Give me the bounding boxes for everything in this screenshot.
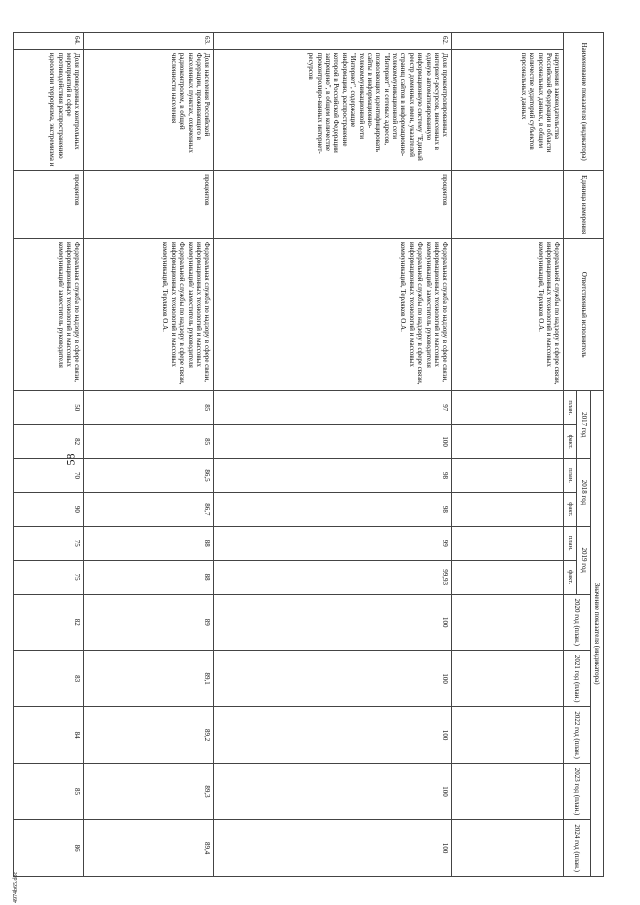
header-fact-2017: факт. [564, 425, 577, 459]
header-2022: 2022 год (план.) [564, 707, 590, 763]
cell-2017-plan [452, 391, 564, 425]
cell-2018-plan: 86,5 [84, 459, 214, 493]
cell-2018-plan: 98 [214, 459, 452, 493]
cell-2023: 85 [14, 763, 84, 819]
cell-2023 [452, 763, 564, 819]
table-row [84, 33, 214, 877]
table-row [452, 33, 564, 877]
cell-2020: 82 [14, 594, 84, 650]
cell-2018-fact: 90 [14, 492, 84, 526]
row-name: Доля населения Российской Федерации, проживающего в населенных пунктах, охваченных радиоконтролем, в общей численности населения [84, 49, 214, 170]
cell-2018-plan: 70 [14, 459, 84, 493]
row-number [452, 33, 564, 50]
header-2023: 2023 год (план.) [564, 763, 590, 819]
header-plan-2018: план. [564, 459, 577, 493]
cell-2024 [452, 820, 564, 877]
cell-2018-fact [452, 492, 564, 526]
cell-2017-plan: 85 [84, 391, 214, 425]
cell-2022: 100 [214, 707, 452, 763]
cell-2023: 89,3 [84, 763, 214, 819]
cell-2017-plan: 50 [14, 391, 84, 425]
cell-2018-plan [452, 459, 564, 493]
header-2021: 2021 год (план.) [564, 650, 590, 706]
row-number: 64. [14, 33, 84, 50]
indicators-table [13, 32, 604, 877]
row-responsible: Федеральная служба по надзору в сфере связи, информационных технологий и массовых коммуникаций/ заместитель руководителя Федеральной службы по надзору в сфере связи, информационных технологий и массовых коммуникаций, Терляков О.А. [84, 238, 214, 390]
row-unit: процентов [84, 171, 214, 239]
cell-2024: 86 [14, 820, 84, 877]
header-2024: 2024 год (план.) [564, 820, 590, 877]
row-number: 63. [84, 33, 214, 50]
cell-2018-fact: 98 [214, 492, 452, 526]
cell-2018-fact: 86,7 [84, 492, 214, 526]
row-unit [452, 171, 564, 239]
row-responsible: Федеральной службы по надзору в сфере связи, информационных технологий и массовых коммуникаций, Терляков О.А. [452, 238, 564, 390]
cell-2019-plan: 88 [84, 526, 214, 560]
row-responsible: Федеральная служба по надзору в сфере связи, информационных технологий и массовых коммуникаций/ заместитель руководителя Федеральной службы по надзору в сфере связи, информационных технологий и массовых коммуникаций, Терляков О.А. [214, 238, 452, 390]
header-2018: 2018 год [577, 459, 590, 527]
row-name: Доля проведенных контрольных мероприятий в сфере противодействия распространению идеологии терроризма, экстремизма и [14, 49, 84, 170]
cell-2019-fact [452, 560, 564, 594]
row-responsible: Федеральная служба по надзору в сфере связи, информационных технологий и массовых коммуникаций/ заместитель руководителя [14, 238, 84, 390]
header-values-group: Значение показателя (индикатора) [590, 391, 603, 877]
cell-2017-plan: 97 [214, 391, 452, 425]
footer-filename: 4974b65.doc [13, 871, 19, 903]
header-name: Наименование показателя (индикатора) [564, 33, 604, 171]
row-name: Доля проконтролированных интернет-ресурсов, внесенных в единую автоматизированную информационную систему "Единый реестр доменных имен, указателей страниц сайтов в информационно-телекоммуникационной сети "Интернет" и сетевых адресов, позволяющих идентифицировать сайты в информационно-телекоммуникационной сети "Интернет", содержащие информацию, распространение которой в Российской Федерации запрещено", в общем количестве проконтролиро-ванных интернет-ресурсов [214, 49, 452, 170]
cell-2019-plan: 99 [214, 526, 452, 560]
cell-2022: 84 [14, 707, 84, 763]
row-number: 62. [214, 33, 452, 50]
header-2017: 2017 год [577, 391, 590, 459]
table-row [214, 33, 452, 877]
row-unit: процентов [14, 171, 84, 239]
cell-2022 [452, 707, 564, 763]
cell-2024: 89,4 [84, 820, 214, 877]
page-number: 58 [63, 453, 78, 466]
cell-2019-fact: 75 [14, 560, 84, 594]
header-fact-2019: факт. [564, 560, 577, 594]
cell-2019-fact: 99,93 [214, 560, 452, 594]
cell-2020: 89 [84, 594, 214, 650]
header-plan-2019: план. [564, 526, 577, 560]
cell-2017-fact: 82 [14, 425, 84, 459]
cell-2017-fact [452, 425, 564, 459]
header-plan-2017: план. [564, 391, 577, 425]
header-fact-2018: факт. [564, 492, 577, 526]
cell-2017-fact: 85 [84, 425, 214, 459]
cell-2017-fact: 100 [214, 425, 452, 459]
cell-2020 [452, 594, 564, 650]
cell-2022: 89,2 [84, 707, 214, 763]
header-unit: Единица измерения [564, 171, 604, 239]
cell-2021: 89,1 [84, 650, 214, 706]
cell-2023: 100 [214, 763, 452, 819]
row-name: нарушения законодательства Российской Федерации в области персональных данных, в общем количестве аудиторий субъектов персональных данных [452, 49, 564, 170]
row-unit: процентов [214, 171, 452, 239]
header-responsible: Ответственный исполнитель [564, 238, 604, 390]
cell-2019-fact: 88 [84, 560, 214, 594]
rotated-table-container [48, 32, 604, 877]
cell-2024: 100 [214, 820, 452, 877]
cell-2021: 100 [214, 650, 452, 706]
header-2020: 2020 год (план.) [564, 594, 590, 650]
header-2019: 2019 год [577, 526, 590, 594]
cell-2021: 83 [14, 650, 84, 706]
table-row [14, 33, 84, 877]
cell-2020: 100 [214, 594, 452, 650]
cell-2019-plan [452, 526, 564, 560]
cell-2019-plan: 75 [14, 526, 84, 560]
cell-2021 [452, 650, 564, 706]
